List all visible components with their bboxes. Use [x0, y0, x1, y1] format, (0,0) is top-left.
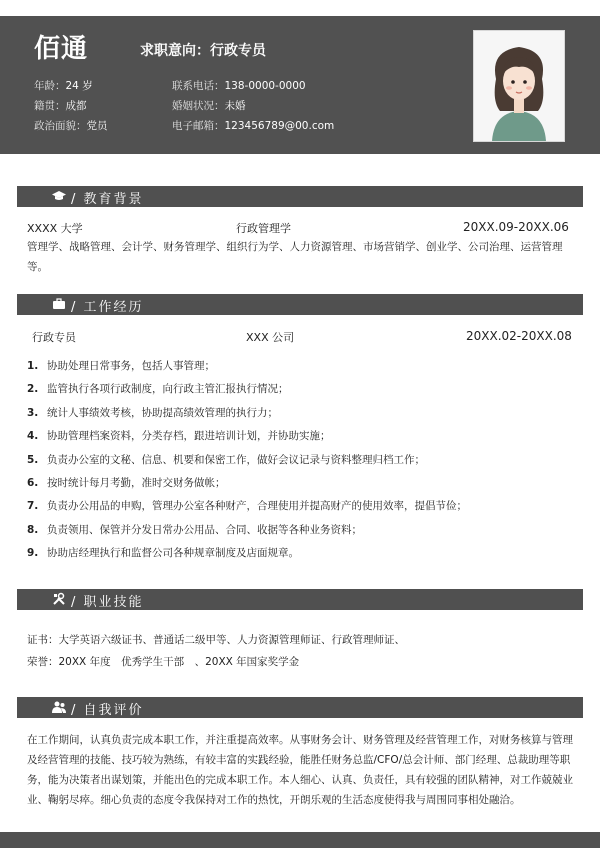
duty-item [27, 427, 573, 450]
duty-text: 监管执行各项行政制度，向行政主管汇报执行情况； [47, 383, 289, 396]
work-section-header [17, 294, 583, 315]
work-period: 20XX.02-20XX.08 [466, 329, 572, 343]
marital-value: 未婚 [224, 100, 246, 112]
age-value: 24 岁 [65, 80, 93, 92]
duty-item [27, 497, 573, 520]
duty-list [27, 357, 573, 568]
job-objective: 求职意向：行政专员 [140, 43, 266, 59]
duty-number: 2. [27, 383, 39, 396]
duty-text: 负责领用、保管并分发日常办公用品、合同、收据等各种业务资料； [47, 523, 362, 536]
email-value: 123456789@00.com [224, 120, 335, 132]
duty-item [27, 451, 573, 474]
duty-number: 9. [27, 547, 39, 560]
phone-value: 138-0000-0000 [224, 80, 306, 92]
tools-icon [52, 592, 66, 606]
applicant-name: 佰通 [34, 34, 89, 64]
origin-value: 成都 [65, 100, 87, 112]
footer-bar [0, 832, 600, 848]
duty-number: 8. [27, 523, 39, 536]
phone-row [172, 78, 306, 93]
self-evaluation-text: 在工作期间，认真负责完成本职工作，并注重提高效率。从事财务会计、财务管理及经营管理工作，对财务核算与管理及经营管理的技能、技巧较为熟练，有较丰富的实践经验，能胜任财务总监/CFO/总会计师、部门经理、总裁助理等职务，能为决策者出谋划策，并能出色的完成本职工作。本人细心、认真、负责任，具有较强的团队精神，对工作兢兢业业、鞠躬尽瘁。细心负责的态度令我保持对工作的热忱，开朗乐观的生活态度使得我与周围同事相处融洽。 [27, 734, 573, 806]
duty-number: 3. [27, 406, 39, 419]
duty-text: 负责办公室的文秘、信息、机要和保密工作，做好会议记录与资料整理归档工作； [47, 453, 425, 466]
education-title: / 教育背景 [71, 192, 144, 207]
phone-label: 联系电话： [172, 80, 225, 92]
people-icon [52, 700, 66, 714]
self-title: / 自我评价 [71, 703, 144, 718]
politics-row [34, 118, 108, 133]
duty-item [27, 544, 573, 567]
age-row [34, 78, 93, 93]
graduation-cap-icon [52, 189, 66, 203]
duty-number: 4. [27, 430, 39, 443]
email-row [172, 118, 334, 133]
resume-header [0, 16, 600, 154]
age-label: 年龄： [34, 80, 66, 92]
skills-honors: 荣誉：20XX 年度 优秀学生干部 、20XX 年国家奖学金 [27, 656, 300, 668]
origin-row [34, 98, 87, 113]
politics-value: 党员 [86, 120, 108, 132]
education-major: 行政管理学 [236, 222, 291, 235]
duty-number: 7. [27, 500, 39, 513]
duty-item [27, 474, 573, 497]
work-position: 行政专员 [32, 331, 76, 344]
work-title: / 工作经历 [71, 300, 144, 315]
education-school: XXXX 大学 [27, 222, 83, 235]
duty-text: 协助处理日常事务，包括人事管理； [47, 360, 215, 372]
duty-item [27, 357, 573, 380]
self-section-header [17, 697, 583, 718]
duty-text: 协助管理档案资料，分类存档，跟进培训计划，并协助实施； [47, 430, 331, 443]
marital-row [172, 98, 246, 113]
portrait-illustration [474, 31, 564, 141]
skills-section-header [17, 589, 583, 610]
duty-number: 1. [27, 360, 39, 372]
duty-text: 按时统计每月考勤，准时交财务做帐； [47, 476, 226, 489]
education-section-header [17, 186, 583, 207]
duty-item [27, 404, 573, 427]
work-company: XXX 公司 [246, 331, 295, 344]
origin-label: 籍贯： [34, 100, 66, 112]
education-period: 20XX.09-20XX.06 [463, 220, 569, 234]
skills-certificates: 证书：大学英语六级证书、普通话二级甲等、人力资源管理师证、行政管理师证、 [27, 634, 405, 646]
duty-text: 负责办公用品的申购，管理办公室各种财产，合理使用并提高财产的使用效率，提倡节俭； [47, 500, 467, 513]
duty-number: 6. [27, 476, 39, 489]
marital-label: 婚姻状况： [172, 100, 225, 112]
duty-item [27, 521, 573, 544]
email-label: 电子邮箱： [172, 120, 225, 132]
profile-photo [473, 30, 565, 142]
duty-number: 5. [27, 453, 39, 466]
politics-label: 政治面貌： [34, 120, 87, 132]
skills-title: / 职业技能 [71, 595, 144, 610]
briefcase-icon [52, 297, 66, 311]
education-courses: 管理学、战略管理、会计学、财务管理学、组织行为学、人力资源管理、市场营销学、创业学、公司治理、运营管理等。 [27, 241, 563, 273]
duty-text: 协助店经理执行和监督公司各种规章制度及店面规章。 [47, 547, 299, 560]
duty-item [27, 380, 573, 403]
duty-text: 统计人事绩效考核，协助提高绩效管理的执行力； [47, 406, 278, 419]
